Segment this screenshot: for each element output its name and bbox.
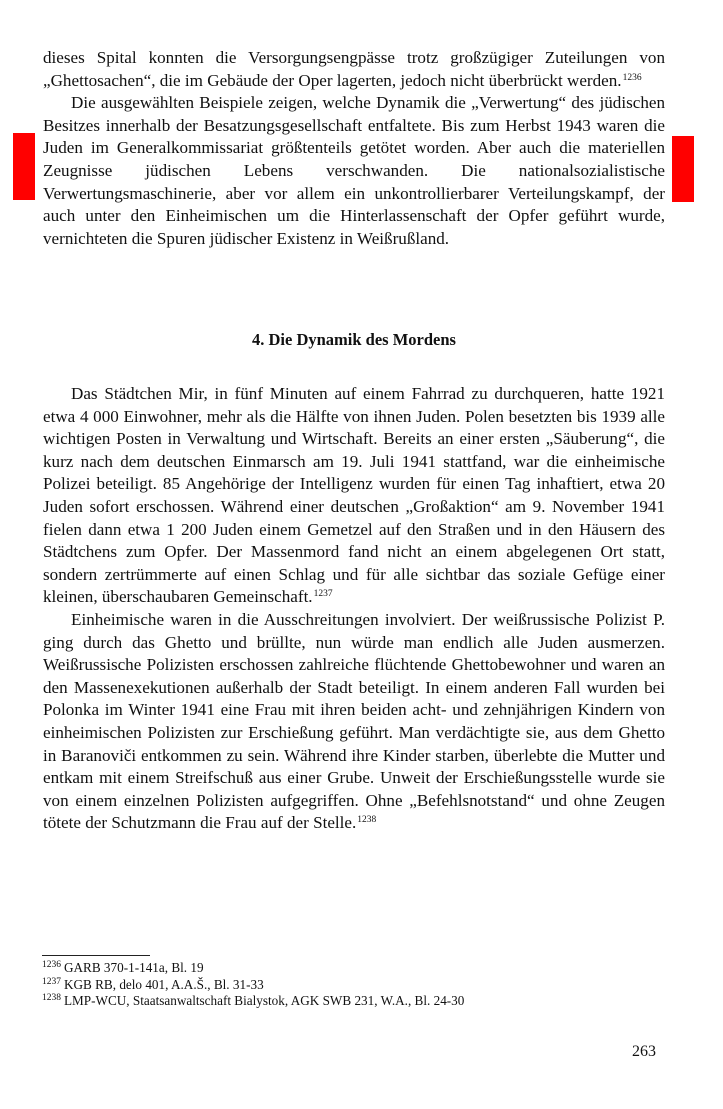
footnote-ref[interactable]: 1237: [313, 589, 333, 600]
footnote-number: 1236: [42, 960, 61, 970]
footnote-text: KGB RB, delo 401, A.A.Š., Bl. 31-33: [64, 976, 264, 992]
paragraph: [43, 383, 665, 609]
top-text-block: [43, 47, 665, 250]
paragraph-continuation: [43, 47, 665, 92]
paragraph-text: dieses Spital konnten die Versorgungsengpässe trotz großzügiger Zuteilungen von „Ghettosachen“, die im Gebäude der Oper lagerten, jedoch nicht überbrückt werden.: [43, 48, 665, 90]
page-number: 263: [632, 1043, 656, 1060]
paragraph-text: Einheimische waren in die Ausschreitungen involviert. Der weißrussische Polizist P. ging durch das Ghetto und brüllte, nun würde man endlich alle Juden ausmerzen. Weißrussische Polizisten erschossen zahlreiche flüchtende Ghettobewohner und waren an den Massenexekutionen außerhalb der Stadt beteiligt. In einem anderen Fall wurden bei Polonka im Winter 1941 eine Frau mit ihren beiden acht- und zehnjährigen Kindern von einheimischen Polizisten zur Erschießung geführt. Man verdächtigte sie, aus dem Ghetto in Baranoviči entkommen zu sein. Während ihre Kinder starben, überlebte die Mutter und entkam mit einem Streifschuß aus einer Grube. Unweit der Erschießungsstelle wurde sie von einem einzelnen Polizisten aufgegriffen. Ohne „Befehlsnotstand“ und ohne Zeugen tötete der Schutzmann die Frau auf der Stelle.: [43, 609, 665, 833]
paragraph: [43, 609, 665, 835]
highlight-marker-left: [13, 133, 35, 200]
footnote-text: LMP-WCU, Staatsanwaltschaft Bialystok, AGK SWB 231, W.A., Bl. 24-30: [64, 993, 465, 1008]
paragraph-text: Das Städtchen Mir, in fünf Minuten auf einem Fahrrad zu durchqueren, hatte 1921 etwa 4 000 Einwohner, mehr als die Hälfte von ihnen Juden. Polen besetzten bis 1939 alle wichtigen Posten in Verwaltung und Wirtschaft. Bereits an einer ersten „Säuberung“, die kurz nach dem deutschen Einmarsch am 19. Juli 1941 stattfand, war die einheimische Polizei beteiligt. 85 Angehörige der Intelligenz wurden für einen Tag inhaftiert, etwa 20 Juden sofort erschossen. Während einer deutschen „Großaktion“ am 9. November 1941 fielen dann etwa 1 200 Juden einem Gemetzel auf den Straßen und in den Häusern des Städtchens zum Opfer. Der Massenmord fand nicht an einem abgelegenen Ort statt, sondern zertrümmerte auf einen Schlag und für alle sichtbar das soziale Gefüge einer kleinen, überschaubaren Gemeinschaft.: [43, 384, 665, 607]
footnote-text: GARB 370-1-141a, Bl. 19: [64, 960, 204, 975]
footnote-divider: [42, 955, 150, 956]
section-heading: 4. Die Dynamik des Mordens: [252, 330, 456, 349]
footnote-item: [42, 977, 642, 994]
paragraph: [43, 92, 665, 250]
footnote-ref[interactable]: 1238: [357, 815, 377, 826]
footnote-number: 1237: [42, 976, 61, 987]
highlight-marker-right: [672, 136, 694, 202]
paragraph-text: Die ausgewählten Beispiele zeigen, welche Dynamik die „Verwertung“ des jüdischen Besitzes innerhalb der Besatzungsgesellschaft entfaltete. Bis zum Herbst 1943 waren die Juden im Generalkommissariat größtenteils getötet worden. Aber auch die materiellen Zeugnisse jüdischen Lebens verschwanden. Die nationalsozialistische Verwertungsmaschinerie, aber vor allem ein unkontrollierbarer Verteilungskampf, der auch unter den Einheimischen um die Hinterlassenschaft der Opfer geführt wurde, vernichteten die Spuren jüdischer Existenz in Weißrußland.: [43, 93, 665, 248]
footnote-item: [42, 993, 642, 1010]
section-text-block: [43, 383, 665, 835]
footnote-item: [42, 960, 642, 977]
footnote-ref[interactable]: 1236: [622, 72, 642, 83]
footnote-number: 1238: [42, 993, 61, 1003]
footnotes: [42, 960, 642, 1010]
